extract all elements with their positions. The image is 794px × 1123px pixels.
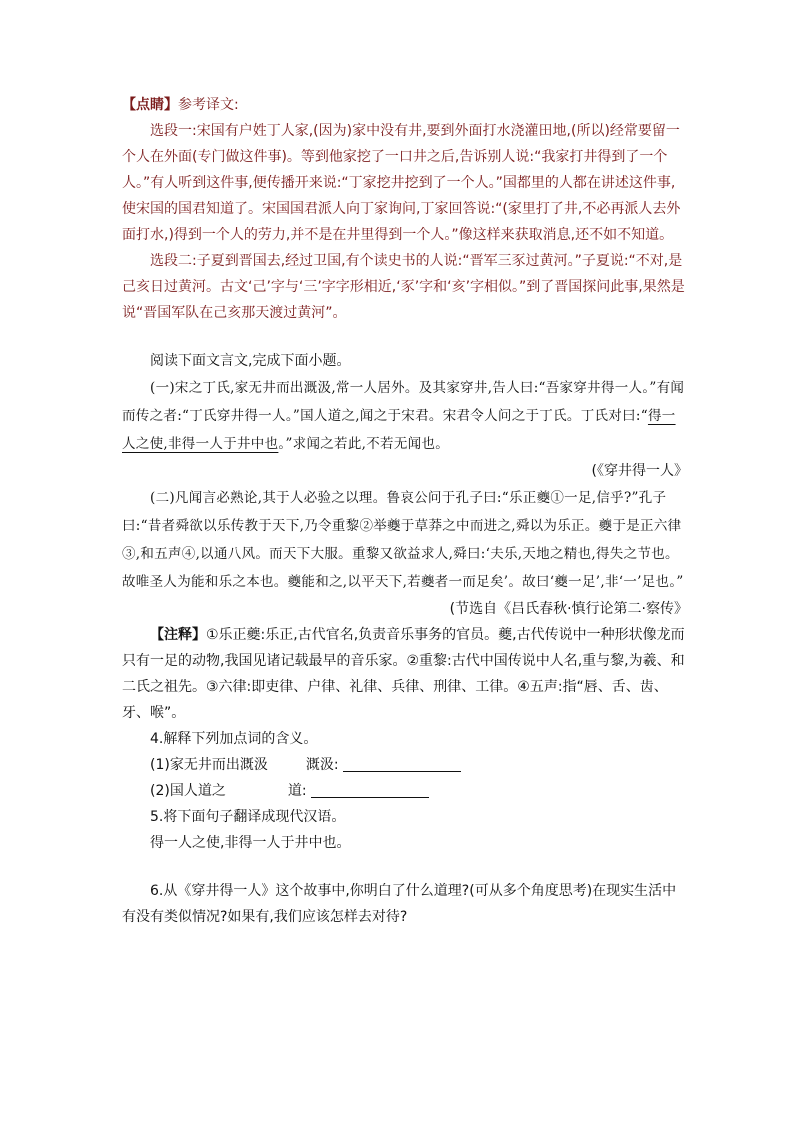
annotation-notes [122,622,688,726]
passage-one-source: (《穿井得一人》 [591,463,688,479]
passage-two: (二)凡闻言必熟论,其于人必验之以理。鲁哀公问于孔子曰:“乐正夔①一足,信乎?”孔子曰:“昔者舜欲以乐传教于天下,乃令重黎②举夔于草莽之中而进之,舜以为乐正。夔于是正六律③,和五声④,以通八风。而天下大服。重黎又欲益求人,舜曰:‘夫乐,天地之精也,得失之节也。故唯圣人为能和乐之本也。夔能和之,以平天下,若夔者一而足矣’。故曰‘夔一足’,非‘一’足也。” [122,490,684,590]
passage-one-underlined-sentence: 得一人之使,非得一人于井中也 [122,408,676,452]
question-4-1-label: (1)家无井而出溉汲 [150,757,268,773]
question-4-1 [122,752,688,778]
notes-tag: 【注释】 [150,627,206,643]
passage-two-source: (节选自《吕氏春秋·慎行论第二·察传》 [449,601,688,617]
translation-title: 参考译文: [178,97,239,113]
document-content [122,92,688,930]
question-4-2-term: 道: [287,783,307,799]
reading-instruction: 阅读下面文言文,完成下面小题。 [150,353,351,369]
notes-text: ①乐正夔:乐正,古代官名,负责音乐事务的官员。夔,古代传说中一种形状像龙而只有一足的动物,我国见诸记载最早的音乐家。②重黎:古代中国传说中人名,重与黎,为羲、和二氏之祖先。③六律:即吏律、户律、礼律、兵律、刑律、工律。④五声:指“唇、舌、齿、牙、喉”。 [122,627,685,721]
answer-blank-4-2[interactable] [311,781,429,798]
question-4-2 [122,778,688,804]
passage-one [122,374,688,458]
passage-one-text-a: (一)宋之丁氏,家无井而出溉汲,常一人居外。及其家穿井,告人曰:“吾家穿井得一人。”有闻而传之者:“丁氏穿井得一人。”国人道之,闻之于宋君。宋君令人问之于丁氏。丁氏对曰:“ [122,380,685,424]
question-4: 4.解释下列加点词的含义。 [150,731,318,747]
question-5: 5.将下面句子翻译成现代汉语。 [150,809,346,825]
answer-blank-4-1[interactable] [343,755,461,772]
question-4-2-label: (2)国人道之 [150,783,226,799]
translation-heading [122,92,688,118]
question-4-1-term: 溉汲: [305,757,339,773]
dianjing-tag: 【点睛】 [122,97,178,113]
question-6: 6.从《穿井得一人》这个故事中,你明白了什么道理?(可从多个角度思考)在现实生活中有没有类似情况?如果有,我们应该怎样去对待? [122,883,677,925]
passage-one-text-b: 。”求闻之若此,不若无闻也。 [278,436,450,452]
question-5-sentence: 得一人之使,非得一人于井中也。 [150,835,351,851]
translation-paragraph-2: 选段二:子夏到晋国去,经过卫国,有个读史书的人说:“晋军三豕过黄河。”子夏说:“不对,是己亥日过黄河。古文‘己’字与‘三’字字形相近,‘豕’字和‘亥’字相似。”到了晋国探问此事,果然是说“晋国军队在己亥那天渡过黄河”。 [122,253,685,321]
translation-paragraph-1: 选段一:宋国有户姓丁人家,(因为)家中没有井,要到外面打水浇灌田地,(所以)经常要留一个人在外面(专门做这件事)。等到他家挖了一口井之后,告诉别人说:“我家打井得到了一个人。”有人听到这件事,便传播开来说:“丁家挖井挖到了一个人。”国都里的人都在讲述这件事,使宋国的国君知道了。宋国国君派人向丁家询问,丁家回答说:“(家里打了井,不必再派人去外面打水,)得到一个人的劳力,并不是在井里得到一个人。”像这样来获取消息,还不如不知道。 [122,123,681,243]
